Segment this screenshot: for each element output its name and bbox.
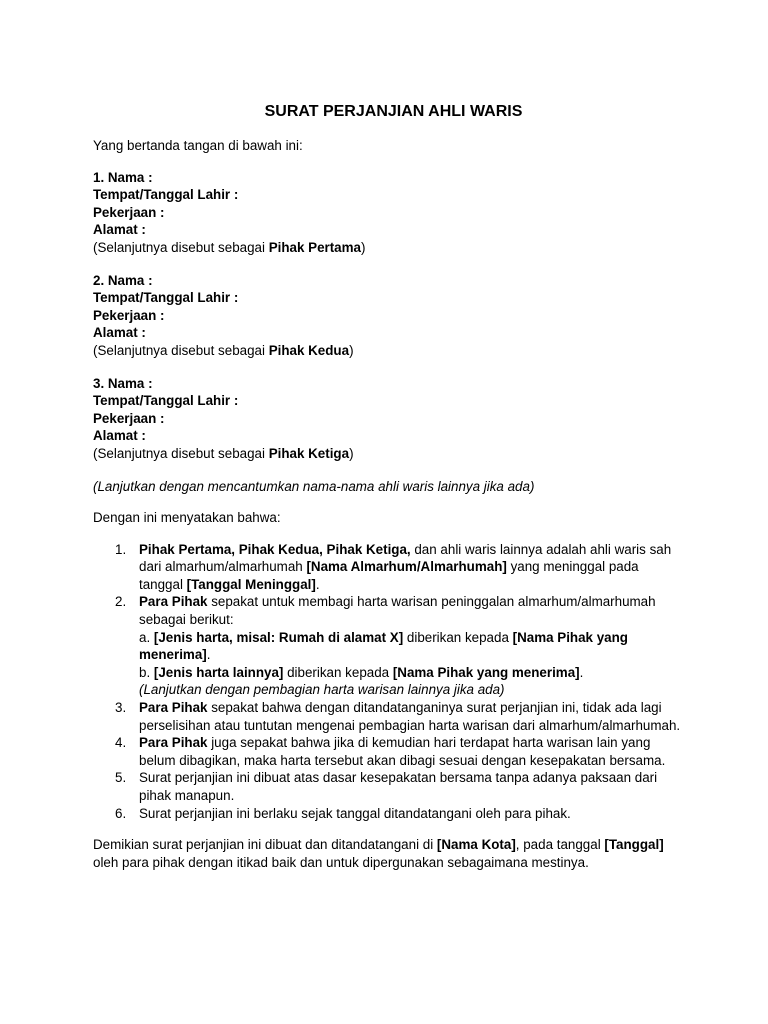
list-item: [93, 593, 684, 699]
sub-item-a: [139, 629, 684, 664]
sub-prefix: a.: [139, 629, 154, 645]
party-birth-field: Tempat/Tanggal Lahir :: [93, 187, 239, 203]
party-role: Pihak Kedua: [268, 342, 350, 358]
party-birth-field: Tempat/Tanggal Lahir :: [93, 393, 239, 409]
party-address-field: Alamat :: [93, 428, 146, 444]
list-item: [93, 805, 684, 823]
body-text: .: [315, 576, 320, 592]
list-item: [93, 699, 684, 734]
party-role: Pihak Ketiga: [268, 445, 350, 461]
body-text: Demikian surat perjanjian ini dibuat dan ditandatangani di: [93, 837, 437, 853]
bold-text: Para Pihak: [139, 735, 208, 751]
body-text: Surat perjanjian ini berlaku sejak tanggal ditandatangani oleh para pihak.: [139, 805, 571, 821]
list-number: 4.: [115, 735, 127, 751]
continue-note: (Lanjutkan dengan mencantumkan nama-nama ahli waris lainnya jika ada): [93, 478, 535, 494]
body-text: sepakat untuk membagi harta warisan peninggalan almarhum/almarhumah sebagai berikut:: [139, 594, 656, 628]
note-open: (Selanjutnya disebut sebagai: [93, 239, 269, 255]
document-title: SURAT PERJANJIAN AHLI WARIS: [264, 103, 523, 120]
party-job-field: Pekerjaan :: [93, 307, 165, 323]
list-item: [93, 541, 684, 594]
party-name-field: 1. Nama :: [93, 169, 153, 185]
sub-item-b: [139, 664, 684, 682]
note-open: (Selanjutnya disebut sebagai: [93, 445, 269, 461]
body-text: sepakat bahwa dengan ditandatanganinya surat perjanjian ini, tidak ada lagi perselisihan atau tuntutan mengenai pembagian harta warisan dari almarhum/almarhumah.: [139, 700, 681, 733]
party-job-field: Pekerjaan :: [93, 410, 165, 426]
intro-text: Yang bertanda tangan di bawah ini:: [93, 138, 303, 153]
party-block-3: [93, 375, 684, 463]
list-number: 5.: [115, 770, 127, 786]
list-number: 1.: [115, 541, 127, 557]
list-number: 2.: [115, 594, 127, 610]
bold-text: Pihak Pertama, Pihak Kedua, Pihak Ketiga,: [139, 541, 411, 557]
party-role-note: [93, 342, 684, 360]
body-text: diberikan kepada: [403, 629, 513, 645]
party-birth-field: Tempat/Tanggal Lahir :: [93, 290, 239, 306]
note-close: ): [349, 342, 354, 358]
list-item: [93, 769, 684, 804]
body-text: diberikan kepada: [283, 664, 393, 680]
body-text: dan ahli waris lainnya adalah ahli waris sah dari almarhum/almarhumah: [139, 541, 672, 575]
party-block-2: [93, 272, 684, 360]
bold-text: Para Pihak: [139, 700, 208, 716]
body-text: Surat perjanjian ini dibuat atas dasar kesepakatan bersama tanpa adanya paksaan dari pihak manapun.: [139, 770, 658, 803]
note-open: (Selanjutnya disebut sebagai: [93, 342, 269, 358]
body-text: oleh para pihak dengan itikad baik dan untuk dipergunakan sebagaimana mestinya.: [93, 854, 589, 870]
bold-text: [Nama Pihak yang menerima]: [139, 629, 628, 663]
sub-prefix: b.: [139, 664, 154, 680]
list-number: 3.: [115, 700, 127, 716]
statement-intro: Dengan ini menyatakan bahwa:: [93, 510, 281, 526]
body-text: , pada tanggal: [515, 837, 605, 853]
body-text: yang meninggal pada tanggal: [139, 559, 639, 592]
bold-text: [Jenis harta, misal: Rumah di alamat X]: [153, 629, 404, 645]
bold-text: [Nama Kota]: [436, 837, 516, 853]
bold-text: [Jenis harta lainnya]: [153, 664, 284, 680]
party-role-note: [93, 445, 684, 463]
party-block-1: [93, 169, 684, 257]
bold-text: Para Pihak: [139, 594, 208, 610]
note-close: ): [360, 239, 366, 255]
sub-note: (Lanjutkan dengan pembagian harta warisan lainnya jika ada): [139, 682, 505, 698]
body-text: .: [579, 664, 584, 680]
party-job-field: Pekerjaan :: [93, 204, 165, 220]
party-address-field: Alamat :: [93, 222, 146, 238]
bold-text: [Tanggal Meninggal]: [186, 576, 316, 592]
bold-text: [Nama Pihak yang menerima]: [392, 664, 580, 680]
party-role-note: [93, 239, 684, 257]
party-address-field: Alamat :: [93, 325, 146, 341]
note-close: ): [349, 445, 354, 461]
bold-text: [Tanggal]: [604, 837, 664, 853]
closing-paragraph: [93, 836, 684, 871]
bold-text: [Nama Almarhum/Almarhumah]: [306, 559, 507, 575]
body-text: .: [206, 647, 211, 663]
party-name-field: 2. Nama :: [93, 272, 153, 288]
list-item: [93, 734, 684, 769]
party-name-field: 3. Nama :: [93, 375, 153, 391]
body-text: juga sepakat bahwa jika di kemudian hari terdapat harta warisan lain yang belum dibagikan, maka harta tersebut akan dibagi sesuai dengan kesepakatan bersama.: [139, 735, 666, 768]
party-role: Pihak Pertama: [268, 239, 361, 255]
statement-list: [93, 541, 684, 823]
list-number: 6.: [115, 805, 127, 821]
